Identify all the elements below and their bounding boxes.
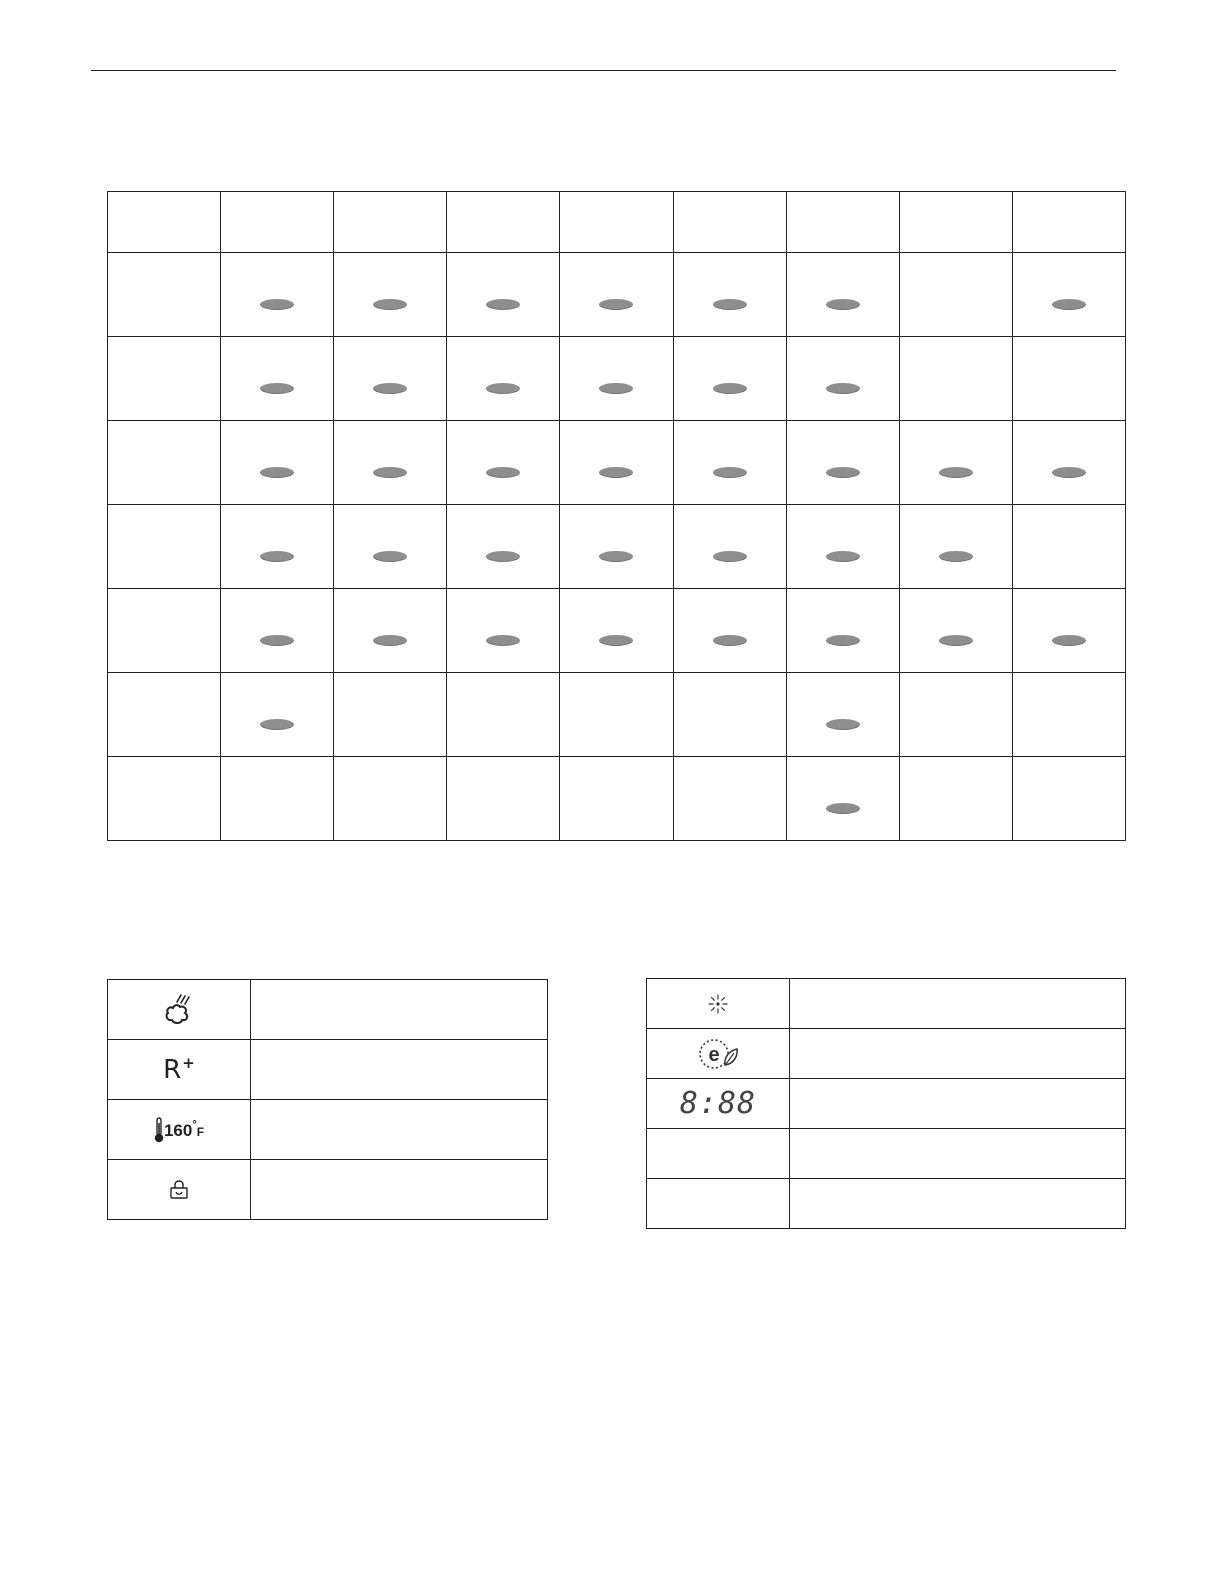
grid-cell (560, 421, 673, 505)
legend-icon-cell (647, 1179, 790, 1229)
availability-dot (599, 551, 633, 562)
legend-row-empty (647, 1129, 1126, 1179)
legend-row-child-lock (108, 1160, 548, 1220)
legend-row-eco (647, 1029, 1126, 1079)
grid-cell (560, 589, 673, 673)
grid-cell (560, 757, 673, 841)
availability-dot (599, 635, 633, 646)
grid-row-label-cell (108, 757, 221, 841)
svg-text:e: e (708, 1043, 720, 1066)
grid-cell (1012, 757, 1125, 841)
availability-dot (826, 635, 860, 646)
grid-cell (447, 337, 560, 421)
grid-cell (673, 337, 786, 421)
grid-cell (899, 253, 1012, 337)
grid-header-cell (786, 192, 899, 253)
availability-dot (260, 383, 294, 394)
child-lock-icon (168, 1179, 190, 1201)
grid-row-label-cell (108, 673, 221, 757)
steam-icon (164, 993, 194, 1027)
grid-header-cell (673, 192, 786, 253)
availability-dot (939, 635, 973, 646)
grid-cell (673, 673, 786, 757)
grid-cell (334, 505, 447, 589)
availability-dot (1052, 635, 1086, 646)
availability-dot (373, 635, 407, 646)
legend-icon-cell (108, 980, 251, 1040)
grid-header-cell (447, 192, 560, 253)
legend-description (790, 979, 1126, 1029)
grid-row (108, 589, 1126, 673)
grid-cell (221, 421, 334, 505)
availability-dot (260, 719, 294, 730)
availability-dot (486, 551, 520, 562)
grid-header-cell (221, 192, 334, 253)
grid-cell (334, 337, 447, 421)
grid-cell (899, 589, 1012, 673)
legend-description (251, 980, 548, 1040)
availability-dot (373, 383, 407, 394)
legend-description (251, 1040, 548, 1100)
grid-cell (334, 421, 447, 505)
grid-cell (786, 589, 899, 673)
availability-dot (260, 551, 294, 562)
grid-row (108, 505, 1126, 589)
availability-dot (486, 299, 520, 310)
availability-dot (826, 467, 860, 478)
availability-dot (260, 467, 294, 478)
grid-cell (221, 757, 334, 841)
grid-cell (1012, 589, 1125, 673)
rinse-plus-icon: R+ (163, 1054, 195, 1085)
availability-dot (826, 803, 860, 814)
grid-cell (447, 757, 560, 841)
availability-dot (1052, 467, 1086, 478)
availability-dot (713, 383, 747, 394)
grid-row (108, 253, 1126, 337)
grid-cell (221, 589, 334, 673)
availability-dot (486, 467, 520, 478)
availability-dot (713, 299, 747, 310)
legend-row-steam (108, 980, 548, 1040)
grid-cell (1012, 421, 1125, 505)
grid-cell (221, 505, 334, 589)
grid-header-cell (334, 192, 447, 253)
availability-dot (826, 551, 860, 562)
grid-cell (673, 757, 786, 841)
availability-dot (373, 467, 407, 478)
legend-description (790, 1179, 1126, 1229)
availability-dot (713, 551, 747, 562)
legend-icon-cell (647, 1079, 790, 1129)
grid-row (108, 757, 1126, 841)
availability-dot (826, 299, 860, 310)
grid-cell (447, 505, 560, 589)
availability-dot (260, 635, 294, 646)
legend-row-display (647, 1079, 1126, 1129)
legend-description (790, 1029, 1126, 1079)
availability-dot (373, 551, 407, 562)
grid-cell (673, 589, 786, 673)
grid-cell (899, 421, 1012, 505)
legend-description (790, 1079, 1126, 1129)
legend-icon-cell (647, 1129, 790, 1179)
availability-dot (713, 467, 747, 478)
availability-dot (599, 467, 633, 478)
grid-cell (560, 253, 673, 337)
sparkle-icon (707, 993, 729, 1015)
grid-cell (673, 253, 786, 337)
legend-row-sparkle (647, 979, 1126, 1029)
grid-cell (1012, 253, 1125, 337)
thermometer-160f-icon: 160°F (154, 1121, 204, 1138)
availability-dot (1052, 299, 1086, 310)
availability-dot (486, 635, 520, 646)
grid-cell (334, 673, 447, 757)
grid-row (108, 337, 1126, 421)
legend-icon-cell (108, 1040, 251, 1100)
grid-row-label-cell (108, 253, 221, 337)
grid-header-cell (899, 192, 1012, 253)
grid-cell (786, 757, 899, 841)
grid-cell (221, 337, 334, 421)
legend-description (251, 1100, 548, 1160)
grid-row-label-cell (108, 505, 221, 589)
grid-cell (899, 757, 1012, 841)
grid-row (108, 421, 1126, 505)
header-rule (91, 70, 1116, 71)
eco-leaf-icon (697, 1037, 739, 1071)
grid-cell (673, 505, 786, 589)
grid-cell (334, 253, 447, 337)
legend-row-empty (647, 1179, 1126, 1229)
availability-dot (826, 719, 860, 730)
legend-icon-cell (647, 1029, 790, 1079)
grid-row-label-cell (108, 589, 221, 673)
legend-icon-cell (108, 1160, 251, 1220)
grid-cell (899, 505, 1012, 589)
grid-row-label-cell (108, 421, 221, 505)
legend-icon-cell (108, 1100, 251, 1160)
grid-cell (560, 673, 673, 757)
grid-cell (221, 253, 334, 337)
legend-description (251, 1160, 548, 1220)
grid-row (108, 673, 1126, 757)
legend-row-sanitize (108, 1100, 548, 1160)
availability-dot (260, 299, 294, 310)
availability-dot (939, 467, 973, 478)
grid-cell (786, 673, 899, 757)
availability-dot (939, 551, 973, 562)
grid-header-row (108, 192, 1126, 253)
grid-cell (899, 673, 1012, 757)
grid-cell (1012, 673, 1125, 757)
legend-icon-cell (647, 979, 790, 1029)
grid-header-cell (1012, 192, 1125, 253)
grid-cell (673, 421, 786, 505)
grid-cell (560, 505, 673, 589)
legend-description (790, 1129, 1126, 1179)
indicator-legend-right (646, 978, 1126, 1229)
grid-cell (786, 253, 899, 337)
grid-cell (899, 337, 1012, 421)
availability-dot (486, 383, 520, 394)
grid-cell (447, 421, 560, 505)
availability-dot (599, 383, 633, 394)
grid-cell (786, 421, 899, 505)
availability-dot (826, 383, 860, 394)
grid-cell (447, 673, 560, 757)
availability-dot (373, 299, 407, 310)
grid-cell (1012, 337, 1125, 421)
cycle-option-table (107, 191, 1126, 841)
grid-row-label-cell (108, 337, 221, 421)
legend-row-rinse-plus (108, 1040, 548, 1100)
grid-cell (221, 673, 334, 757)
digital-display-icon: 8:88 (679, 1086, 757, 1121)
indicator-legend-left (107, 979, 548, 1220)
grid-cell (334, 589, 447, 673)
availability-dot (599, 299, 633, 310)
grid-cell (334, 757, 447, 841)
availability-dot (713, 635, 747, 646)
grid-corner-cell (108, 192, 221, 253)
grid-cell (786, 505, 899, 589)
grid-cell (786, 337, 899, 421)
thermometer-icon (154, 1117, 164, 1143)
grid-cell (1012, 505, 1125, 589)
grid-cell (447, 589, 560, 673)
grid-cell (560, 337, 673, 421)
grid-header-cell (560, 192, 673, 253)
grid-cell (447, 253, 560, 337)
